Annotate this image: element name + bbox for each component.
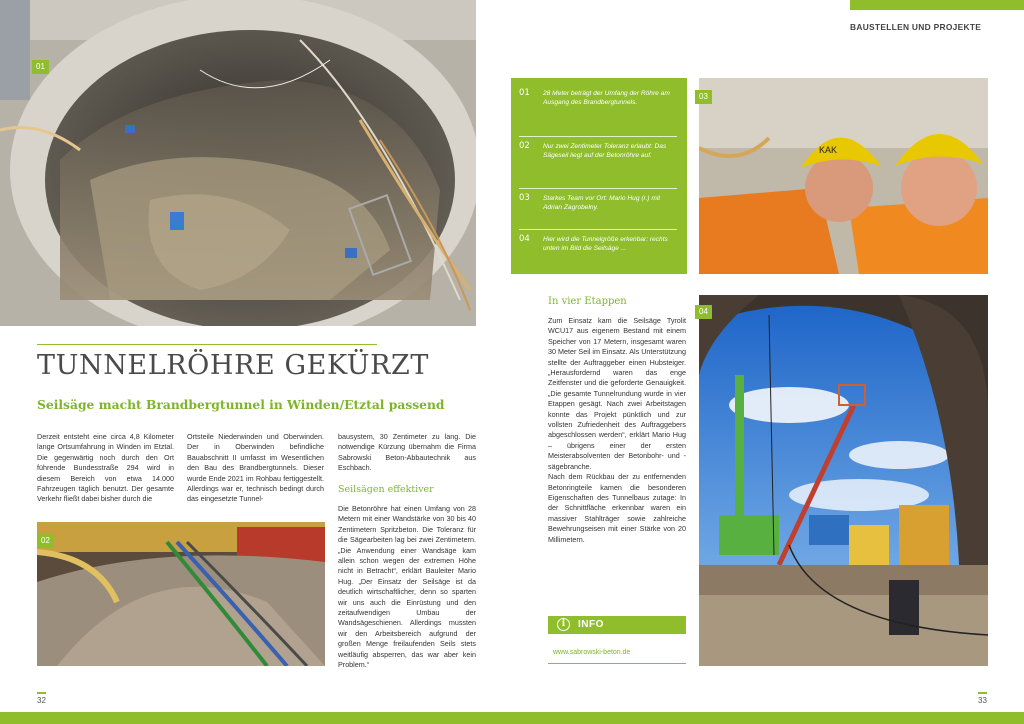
footer-marker-right	[978, 692, 987, 694]
caption-divider	[519, 229, 677, 230]
body-column-2: Ortsteile Niederwinden und Oberwinden. Der in Oberwinden befindliche Bauabschnitt II umfasst im Wesentlichen den Bau des Brandbergtunnels. Dieser wurde Ende 2021 im Rohbau fertiggestellt. Allerdings war er, technisch bedingt durch das eingesetzte Tunnel-	[187, 432, 324, 504]
title-rule	[37, 344, 377, 345]
caption-divider	[519, 188, 677, 189]
page-number-left: 32	[37, 696, 46, 705]
info-bar	[548, 616, 686, 634]
footer-marker-left	[37, 692, 46, 694]
caption-number: 04	[519, 234, 530, 244]
footer-bar	[0, 712, 1024, 724]
info-rule	[548, 663, 686, 664]
photo-badge-01: 01	[32, 60, 49, 74]
subheading-seilsaegen: Seilsägen effektiver	[338, 484, 434, 495]
saw-cable-illustration	[37, 522, 325, 666]
tunnel-interior-illustration	[0, 0, 476, 326]
article-subtitle: Seilsäge macht Brandbergtunnel in Winden/Etztal passend	[37, 397, 445, 412]
caption-text: Starkes Team vor Ort: Mario Hug (r.) mit Adrian Zagrobelny.	[543, 195, 661, 211]
article-title: TUNNELRÖHRE GEKÜRZT	[37, 350, 430, 381]
caption-item	[511, 234, 686, 274]
caption-item	[511, 193, 686, 233]
captions-box	[511, 78, 687, 274]
tunnel-exit-illustration	[699, 295, 988, 666]
caption-text: Hier wird die Tunnelgröße erkenbar: rechts unten im Bild die Seilsäge ...	[543, 236, 668, 252]
caption-item	[511, 141, 686, 186]
body-column-3: Die Betonröhre hat einen Umfang von 28 Metern mit einer Wandstärke von 30 bis 40 Zentimetern Spritzbeton. Die Toleranz für die Sägearbeiten lag bei zwei Zentimetern. „Die Anwendung einer Wandsäge kam allein schon wegen der extremen Höhe nicht in Betracht“, erklärt Bauleiter Mario Hug. „Der Einsatz der Seilsäge ist da deutlich wirtschaftlicher, denn so sparten wir uns auch die Einrüstung und den zeitaufwendigen Umbau der Wandsägeschienen. Allerdings mussten wir den Arbeitsbereich aufgrund der großen Menge freilaufenden Seils stets weitläufig absperren, das war aber kein Problem.“	[338, 504, 476, 670]
team-illustration	[699, 78, 988, 274]
caption-number: 02	[519, 141, 530, 151]
header-accent-bar	[850, 0, 1024, 10]
caption-divider	[519, 136, 677, 137]
photo-badge-03: 03	[695, 90, 712, 104]
helmet-text: KAK	[819, 145, 838, 155]
page-number-right: 33	[978, 696, 987, 705]
photo-badge-04: 04	[695, 305, 712, 319]
photo-saw-cable	[37, 522, 325, 666]
caption-text: Nur zwei Zentimeter Toleranz erlaubt: Das Sägeseil liegt auf der Betonröhre auf.	[543, 143, 667, 159]
photo-tunnel-exit	[699, 295, 988, 666]
info-label: INFO	[578, 619, 604, 630]
body-right-column: Zum Einsatz kam die Seilsäge Tyrolit WCU17 aus eigenem Bestand mit einem Speicher von 17 Metern, insgesamt waren 30 Meter Seil im Einsatz. Als Unterstützung stellte der Auftraggeber einen Hubsteiger. „Herausfordernd waren das enge Zeitfenster und die geforderte Genauigkeit. „Die gesamte Tunnelrundung wurde in vier Etappen gesägt. Nach zwei Arbeitstagen konnte das Projekt pünktlich und zur vollsten Zufriedenheit des Auftraggebers abgeschlossen werden“, erklärt Mario Hug – übrigens einer der ersten Meisterabsolventen der Betonbohr- und -sägebranche. Nach dem Rückbau der zu entfernenden Betonringteile kamen die besonderen Eigenschaften des Tunnelbaus zutage: In der Schnittfläche erkennbar waren ein massiver Stahlträger sowie zahlreiche Bewehrungseisen mit einer Stärke von 20 Millimetern.	[548, 316, 686, 544]
subheading-etappen: In vier Etappen	[548, 296, 627, 307]
caption-item	[511, 88, 686, 133]
photo-team	[699, 78, 988, 274]
caption-number: 03	[519, 193, 530, 203]
caption-text: 28 Meter beträgt der Umfang der Röhre am Ausgang des Brandbergtunnels.	[543, 90, 670, 106]
body-column-3-top: bausystem, 30 Zentimeter zu lang. Die notwendige Kürzung übernahm die Firma Sabrowski Beton-Abbautechnik aus Eschbach.	[338, 432, 476, 473]
caption-number: 01	[519, 88, 530, 98]
body-column-1: Derzeit entsteht eine circa 4,8 Kilometer lange Ortsumfahrung in Winden im Etztal. Die gegenwärtig noch durch den Ort führende Bundesstraße 294 wird in diesem Bereich von etwa 14.000 Fahrzeugen täglich benutzt. Der gesamte Verkehr fließt dabei bisher durch die	[37, 432, 174, 504]
info-icon: i	[557, 618, 570, 631]
section-title: BAUSTELLEN UND PROJEKTE	[850, 22, 982, 32]
website-link[interactable]: www.sabrowski-beton.de	[553, 649, 631, 656]
photo-tunnel-interior	[0, 0, 476, 326]
photo-badge-02: 02	[37, 534, 54, 548]
